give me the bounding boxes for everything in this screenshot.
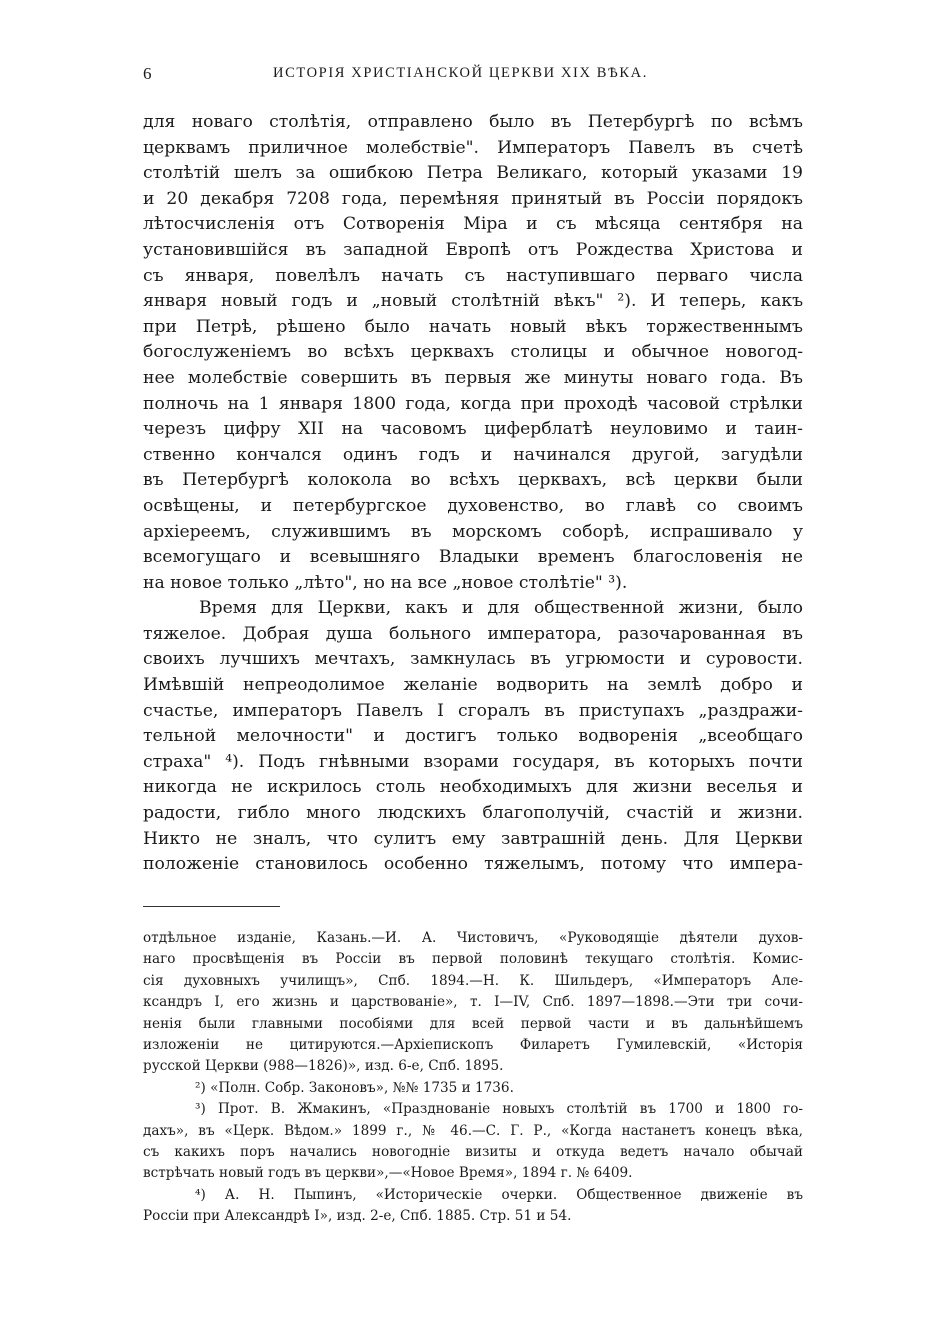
footnotes — [143, 928, 803, 1227]
text-line: нее молебствіе совершить въ первыя же минуты новаго года. Въ — [143, 367, 803, 388]
text-line: лѣтосчисленія отъ Сотворенія Міра и съ мѣсяца сентября на — [143, 214, 803, 235]
text-line: архіереемъ, служившимъ въ морскомъ соборѣ, испрашивало у — [143, 521, 803, 542]
running-title: ИСТОРІЯ ХРИСТІАНСКОЙ ЦЕРКВИ XIX ВѢКА. — [273, 65, 648, 81]
text-line: въ Петербургѣ колокола во всѣхъ церквахъ, всѣ церкви были — [143, 470, 803, 491]
footnote-line: дахъ», въ «Церк. Вѣдом.» 1899 г., № 46.—С. Г. Р., «Когда настанетъ конецъ вѣка, — [143, 1122, 803, 1139]
page-number: 6 — [143, 64, 152, 83]
footnote-3: ³) Прот. В. Жмакинъ, «Празднованіе новыхъ столѣтій въ 1700 и 1800 го- — [195, 1101, 803, 1118]
footnote-line: сія духовныхъ училищъ», Спб. 1894.—Н. К. Шильдеръ, «Императоръ Але- — [143, 972, 803, 989]
text-line: для новаго столѣтія, отправлено было въ Петербургѣ по всѣмъ — [143, 112, 803, 132]
text-line: страха" ⁴). Подъ гнѣвными взорами государя, въ которыхъ почти — [143, 751, 803, 772]
text-line: черезъ цифру XII на часовомъ циферблатѣ неуловимо и таин- — [143, 419, 803, 440]
footnote-line: встрѣчать новый годъ въ церкви»,—«Новое Время», 1894 г. № 6409. — [143, 1165, 633, 1182]
text-line: Имѣвшій непреодолимое желаніе водворить на землѣ добро и — [143, 675, 803, 696]
text-line: тяжелое. Добрая душа больного императора, разочарованная въ — [143, 623, 803, 644]
footnote-line: съ какихъ поръ начались новогодніе визиты и откуда ведетъ начало обычай — [143, 1143, 803, 1160]
footnote-line: наго просвѣщенія въ Россіи въ первой половинѣ текущаго столѣтія. Комис- — [143, 951, 803, 968]
footnote-4: ⁴) А. Н. Пыпинъ, «Историческіе очерки. Общественное движеніе въ — [195, 1186, 803, 1203]
text-line: при Петрѣ, рѣшено было начать новый вѣкъ торжественнымъ — [143, 316, 803, 337]
text-line: богослуженіемъ во всѣхъ церквахъ столицы и обычное новогод- — [143, 342, 803, 363]
footnote-2: ²) «Полн. Собр. Законовъ», №№ 1735 и 1736. — [195, 1079, 514, 1096]
footnote-line: ненія были главными пособіями для всей первой части и въ дальнѣйшемъ — [143, 1015, 803, 1032]
text-line: января новый годъ и „новый столѣтній вѣкъ" ²). И теперь, какъ — [143, 291, 803, 312]
text-line: на новое только „лѣто", но на все „новое столѣтіе" ³). — [143, 572, 628, 593]
text-line: церквамъ приличное молебствіе". Императоръ Павелъ въ счетѣ — [143, 137, 803, 158]
text-line: счастье, императоръ Павелъ I сгоралъ въ приступахъ „раздражи- — [143, 700, 803, 721]
footnote-line: ксандръ I, его жизнь и царствованіе», т. I—IV, Спб. 1897—1898.—Эти три сочи- — [143, 994, 803, 1011]
text-line: установившійся въ западной Европѣ отъ Рождества Христова и — [143, 239, 803, 260]
text-line: полночь на 1 января 1800 года, когда при проходѣ часовой стрѣлки — [143, 393, 803, 414]
paragraph-start-line: Время для Церкви, какъ и для общественной жизни, было — [199, 598, 803, 619]
footnote-line: Россіи при Александрѣ I», изд. 2-е, Спб. 1885. Стр. 51 и 54. — [143, 1208, 572, 1225]
text-line: своихъ лучшихъ мечтахъ, замкнулась въ угрюмости и суровости. — [143, 649, 803, 670]
main-text — [143, 110, 803, 878]
text-line: никогда не искрилось столь необходимыхъ для жизни веселья и — [143, 777, 803, 798]
text-line: всемогущаго и всевышняго Владыки временъ благословенія не — [143, 547, 803, 568]
text-line: тельной мелочности" и достигъ только водворенія „всеобщаго — [143, 726, 803, 747]
text-line: ственно кончался одинъ годъ и начинался другой, загудѣли — [143, 444, 803, 465]
text-line: радости, гибло много людскихъ благополучій, счастій и жизни. — [143, 803, 803, 824]
footnote-divider — [143, 906, 280, 907]
text-line: освѣщены, и петербургское духовенство, во главѣ со своимъ — [143, 495, 803, 516]
text-line: съ января, повелѣлъ начать съ наступившаго перваго числа — [143, 265, 803, 286]
text-line: положеніе становилось особенно тяжелымъ, потому что импера- — [143, 854, 803, 875]
text-line: столѣтій шелъ за ошибкою Петра Великаго, который указами 19 — [143, 163, 803, 184]
footnote-line: изложеніи не цитируются.—Архіепископъ Филаретъ Гумилевскій, «Исторія — [143, 1036, 803, 1053]
footnote-line: отдѣльное изданіе, Казань.—И. А. Чистовичъ, «Руководящіе дѣятели духов- — [143, 930, 803, 946]
footnote-line: русской Церкви (988—1826)», изд. 6-е, Спб. 1895. — [143, 1058, 504, 1075]
text-line: Никто не зналъ, что сулитъ ему завтрашній день. Для Церкви — [143, 828, 803, 849]
page-header — [143, 64, 803, 88]
text-line: и 20 декабря 7208 года, перемѣняя принятый въ Россіи порядокъ — [143, 188, 803, 209]
